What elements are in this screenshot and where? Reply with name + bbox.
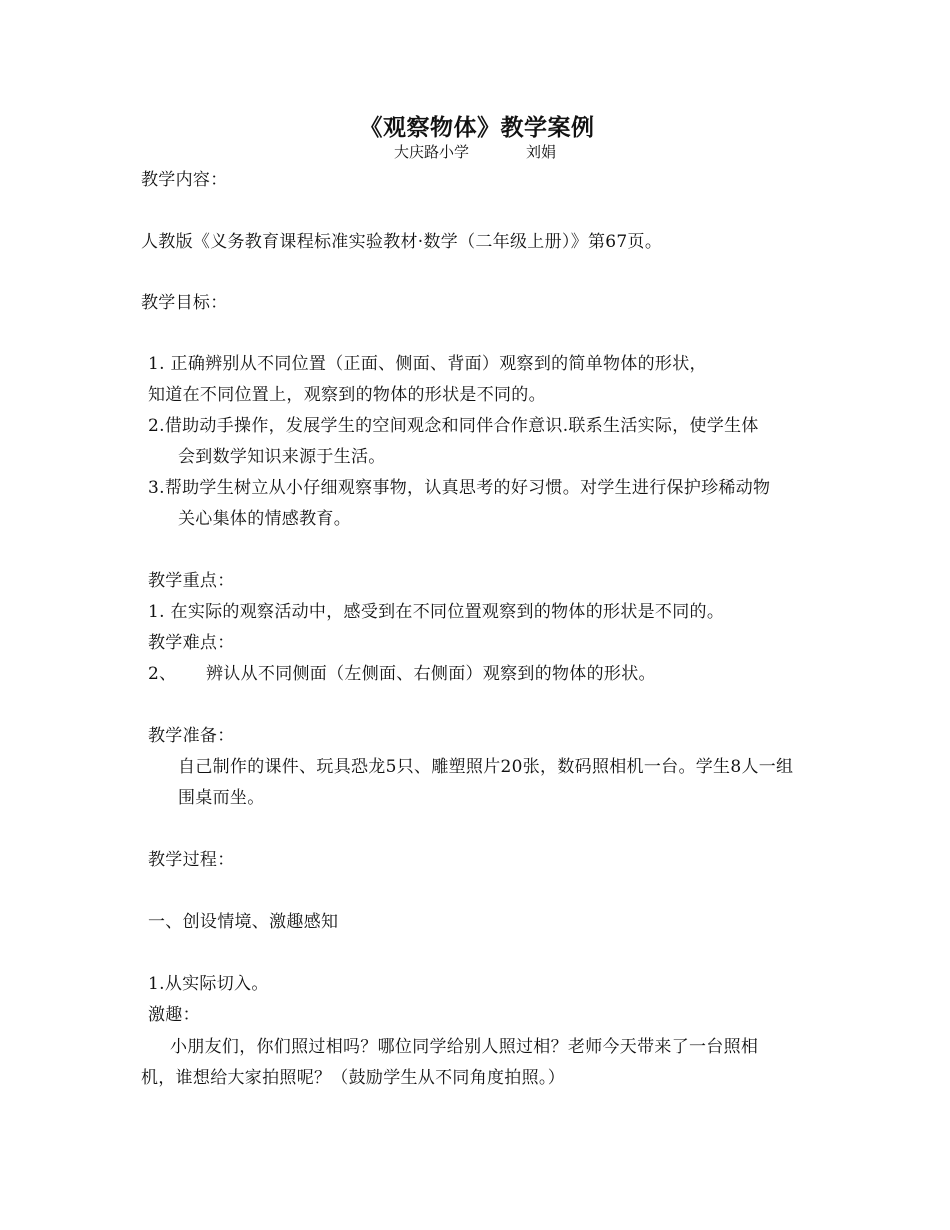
goals-heading: 教学目标： (141, 293, 228, 313)
document-title: 《观察物体》教学案例 (359, 114, 595, 141)
motivate-line-2: 机，谁想给大家拍照呢？（鼓励学生从不同角度拍照。） (141, 1068, 565, 1088)
motivate-line-1: 小朋友们，你们照过相吗？哪位同学给别人照过相？老师今天带来了一台照相 (170, 1037, 759, 1057)
content-heading: 教学内容： (141, 170, 228, 190)
motivate-heading: 激趣： (148, 1005, 200, 1025)
goal-3-line-1: 3.帮助学生树立从小仔细观察事物，认真思考的好习惯。对学生进行保护珍稀动物 (148, 478, 771, 498)
goal-2-line-2: 会到数学知识来源于生活。 (178, 447, 386, 467)
author-name: 刘娟 (526, 143, 557, 161)
prep-line-2: 围桌而坐。 (178, 788, 265, 808)
difficulty-text: 辨认从不同侧面（左侧面、右侧面）观察到的物体的形状。 (206, 664, 656, 684)
process-heading: 教学过程： (148, 850, 235, 870)
goal-2-line-1: 2.借助动手操作，发展学生的空间观念和同伴合作意识.联系生活实际，使学生体 (148, 416, 759, 436)
difficulty-heading: 教学难点： (148, 633, 235, 653)
goal-1-line-2: 知道在不同位置上，观察到的物体的形状是不同的。 (148, 385, 546, 405)
key-item: 1. 在实际的观察活动中，感受到在不同位置观察到的物体的形状是不同的。 (148, 602, 725, 622)
prep-line-1: 自己制作的课件、玩具恐龙5只、雕塑照片20张，数码照相机一台。学生8人一组 (178, 757, 794, 777)
section-1-heading: 一、创设情境、激趣感知 (148, 912, 339, 932)
step-1: 1.从实际切入。 (148, 974, 269, 994)
key-heading: 教学重点： (148, 571, 235, 591)
difficulty-number: 2、 (148, 664, 177, 684)
content-text: 人教版《义务教育课程标准实验教材·数学（二年级上册）》第67页。 (141, 232, 663, 252)
goal-1-line-1: 1. 正确辨别从不同位置（正面、侧面、背面）观察到的简单物体的形状， (148, 354, 707, 374)
prep-heading: 教学准备： (148, 726, 235, 746)
author-school: 大庆路小学 (394, 143, 470, 161)
goal-3-line-2: 关心集体的情感教育。 (178, 509, 351, 529)
